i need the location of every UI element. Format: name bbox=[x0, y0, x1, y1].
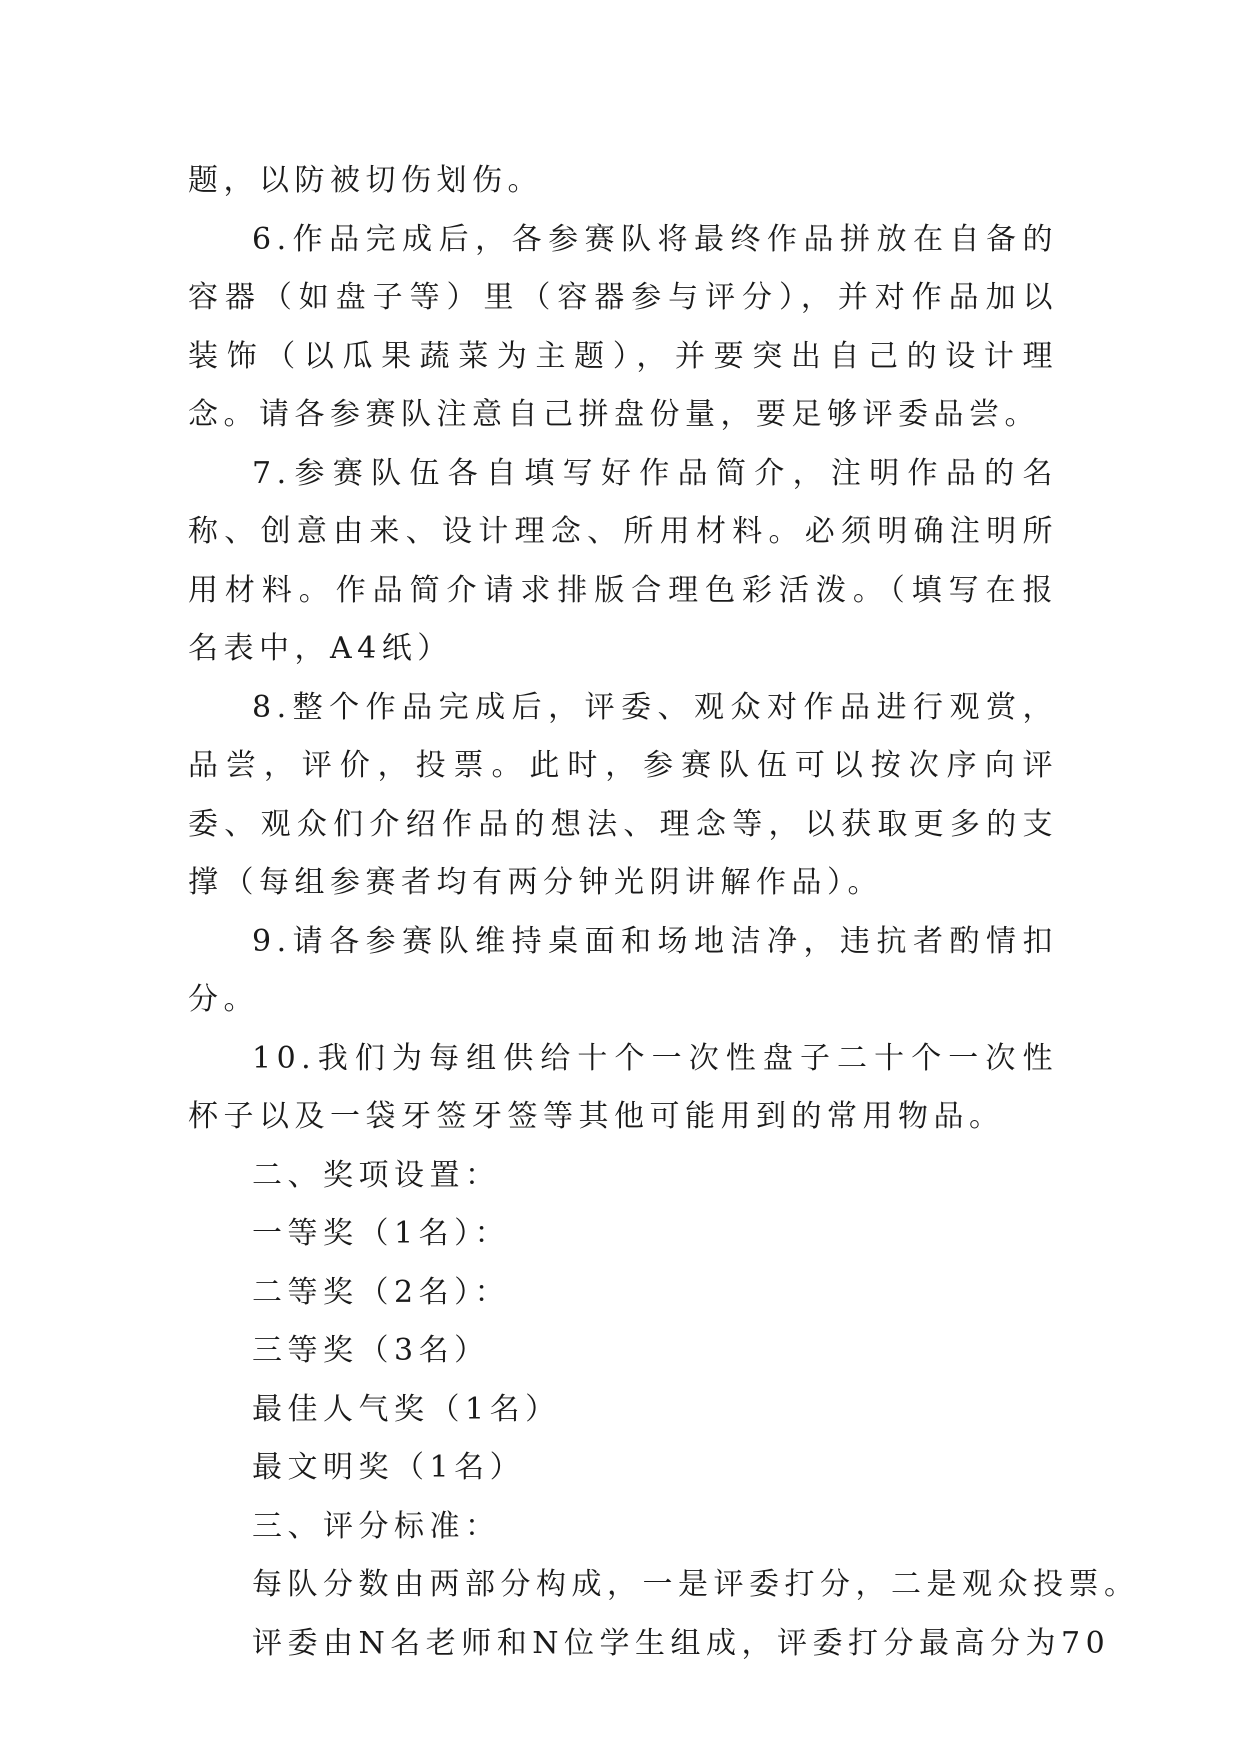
rule-item-6: 6.作品完成后，各参赛队将最终作品拼放在自备的容器（如盘子等）里（容器参与评分），并对作品加以装饰（以瓜果蔬菜为主题），并要突出自己的设计理念。请各参赛队注意自己拼盘份量，要足够评委品尝。 bbox=[188, 221, 1058, 432]
scoring-line-1: 每队分数由两部分构成，一是评委打分，二是观众投票。 bbox=[252, 1567, 1140, 1602]
awards-heading: 二、奖项设置： bbox=[252, 1157, 501, 1193]
award-second-prize: 二等奖（2名）： bbox=[252, 1274, 511, 1310]
rule-item-8: 8.整个作品完成后，评委、观众对作品进行观赏，品尝，评价，投票。此时，参赛队伍可以按次序向评委、观众们介绍作品的想法、理念等，以获取更多的支撑（每组参赛者均有两分钟光阴讲解作品）。 bbox=[188, 689, 1058, 900]
award-third-prize: 三等奖（3名） bbox=[252, 1333, 490, 1368]
rule-item-7: 7.参赛队伍各自填写好作品简介，注明作品的名称、创意由来、设计理念、所用材料。必须明确注明所用材料。作品简介请求排版合理色彩活泼。（填写在报名表中，A4纸） bbox=[188, 455, 1058, 666]
award-popularity-prize: 最佳人气奖（1名） bbox=[252, 1391, 561, 1427]
paragraph-continuation: 题，以防被切伤划伤。 bbox=[188, 163, 543, 198]
award-civility-prize: 最文明奖（1名） bbox=[252, 1450, 526, 1485]
scoring-line-2: 评委由N名老师和N位学生组成，评委打分最高分为70 bbox=[252, 1625, 1111, 1661]
document-body bbox=[188, 152, 1140, 1673]
scoring-heading: 三、评分标准： bbox=[252, 1508, 501, 1544]
rule-item-9: 9.请各参赛队维持桌面和场地洁净，违抗者酌情扣分。 bbox=[188, 923, 1058, 1017]
rule-item-10: 10.我们为每组供给十个一次性盘子二十个一次性杯子以及一袋牙签牙签等其他可能用到的常用物品。 bbox=[188, 1040, 1058, 1134]
award-first-prize: 一等奖（1名）： bbox=[252, 1216, 511, 1251]
